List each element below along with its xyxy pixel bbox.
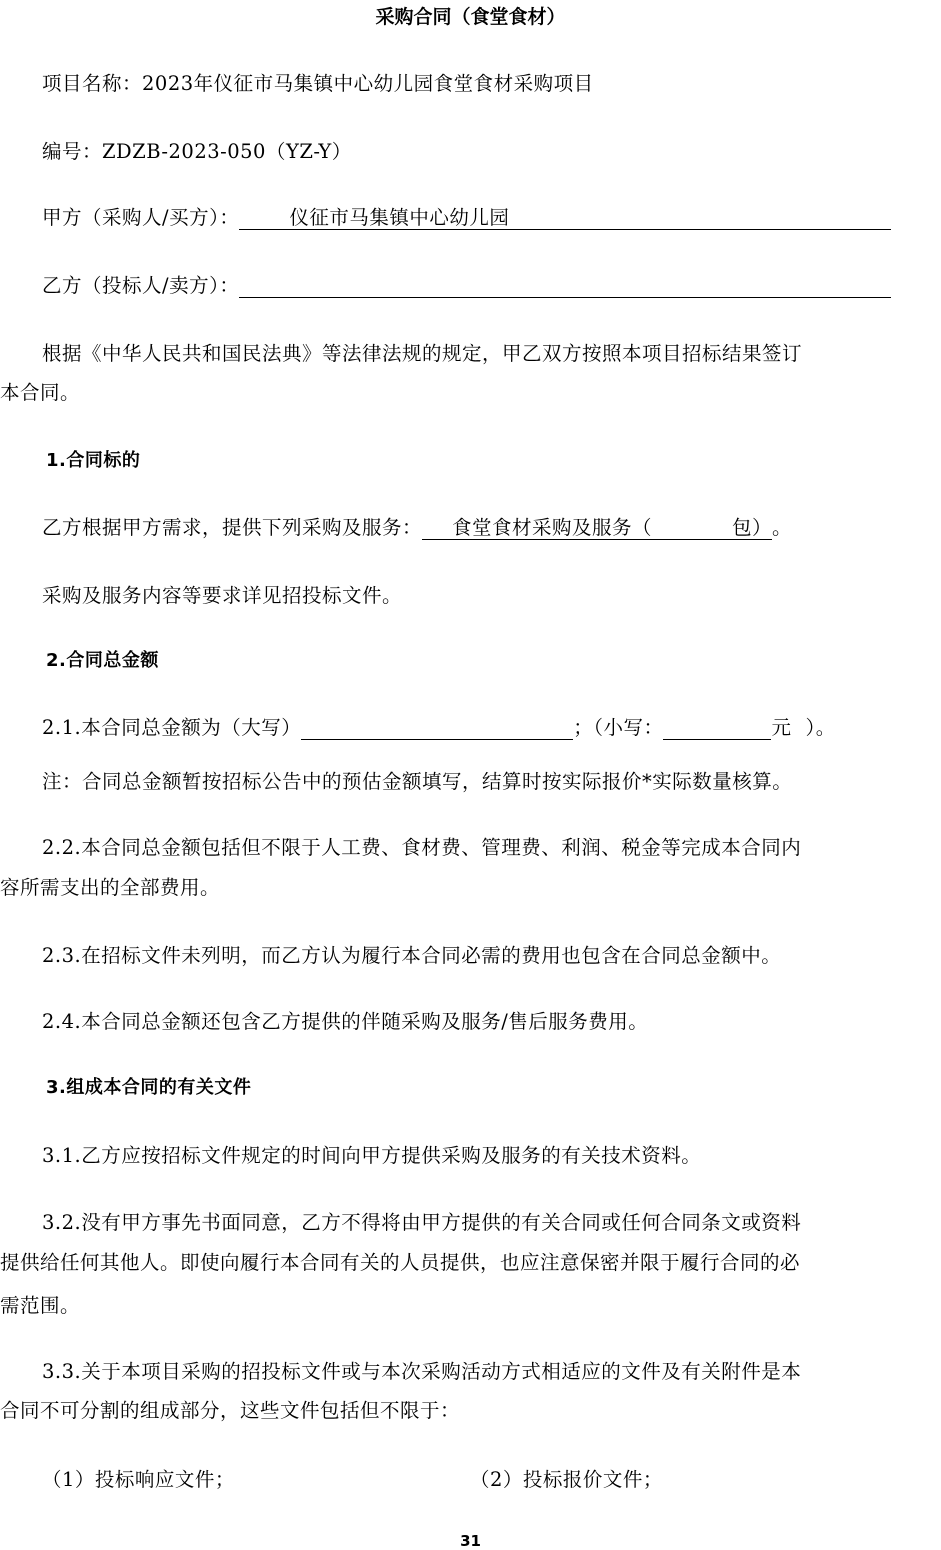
party-a-line <box>42 202 891 230</box>
amount-words-blank <box>301 717 573 740</box>
section-1-suffix: 。 <box>772 516 793 539</box>
section-3-2-line-1: 3.2.没有甲方事先书面同意，乙方不得将由甲方提供的有关合同或任何合同条文或资料 <box>42 1211 802 1234</box>
intro-line-2: 本合同。 <box>0 381 81 404</box>
section-2-2-line-2: 容所需支出的全部费用。 <box>0 876 221 899</box>
section-3-3-line-2: 合同不可分割的组成部分，这些文件包括但不限于： <box>0 1399 461 1422</box>
project-name: 项目名称：2023年仪征市马集镇中心幼儿园食堂食材采购项目 <box>42 72 594 95</box>
party-a-label: 甲方（采购人/买方）： <box>42 206 240 229</box>
section-2-1-suffix: ）。 <box>805 716 836 739</box>
party-b-line <box>42 270 891 298</box>
intro-line-1: 根据《中华人民共和国民法典》等法律法规的规定，甲乙双方按照本项目招标结果签订 <box>42 342 803 365</box>
section-1-heading: 1.合同标的 <box>46 450 141 471</box>
section-1-service: 食堂食材采购及服务（ <box>452 516 653 539</box>
list-item-1: （1）投标响应文件； <box>42 1468 235 1491</box>
section-1-text <box>42 512 792 540</box>
section-1-note: 采购及服务内容等要求详见招投标文件。 <box>42 584 403 607</box>
section-2-1-unit: 元 <box>771 716 792 739</box>
amount-figures-blank <box>663 717 771 740</box>
section-2-heading: 2.合同总金额 <box>46 650 159 671</box>
section-2-3: 2.3.在招标文件未列明，而乙方认为履行本合同必需的费用也包含在合同总金额中。 <box>42 944 782 967</box>
section-3-2-line-3: 需范围。 <box>0 1294 81 1317</box>
section-2-note: 注：合同总金额暂按招标公告中的预估金额填写，结算时按实际报价*实际数量核算。 <box>42 770 793 793</box>
list-item-2: （2）投标报价文件； <box>470 1468 663 1491</box>
party-a-value: 仪征市马集镇中心幼儿园 <box>239 207 891 230</box>
section-2-1 <box>42 712 836 740</box>
section-2-1-prefix: 2.1.本合同总金额为（大写） <box>42 716 302 739</box>
section-1-package: 包） <box>732 516 773 539</box>
section-3-1: 3.1.乙方应按招标文件规定的时间向甲方提供采购及服务的有关技术资料。 <box>42 1144 702 1167</box>
section-3-heading: 3.组成本合同的有关文件 <box>46 1077 252 1098</box>
section-2-1-mid: ；（小写： <box>573 716 664 739</box>
section-1-prefix: 乙方根据甲方需求，提供下列采购及服务： <box>42 516 423 539</box>
party-b-blank <box>239 275 891 298</box>
section-3-2-line-2: 提供给任何其他人。即使向履行本合同有关的人员提供，也应注意保密并限于履行合同的必 <box>0 1251 801 1274</box>
page-number: 31 <box>460 1532 481 1550</box>
document-title: 采购合同（食堂食材） <box>375 6 566 28</box>
party-b-label: 乙方（投标人/卖方）： <box>42 274 240 297</box>
section-2-2-line-1: 2.2.本合同总金额包括但不限于人工费、食材费、管理费、利润、税金等完成本合同内 <box>42 836 802 859</box>
section-3-3-line-1: 3.3.关于本项目采购的招投标文件或与本次采购活动方式相适应的文件及有关附件是本 <box>42 1360 802 1383</box>
section-1-underlined <box>422 517 772 540</box>
section-2-4: 2.4.本合同总金额还包含乙方提供的伴随采购及服务/售后服务费用。 <box>42 1010 649 1033</box>
contract-code: 编号：ZDZB-2023-050（YZ-Y） <box>42 140 352 163</box>
